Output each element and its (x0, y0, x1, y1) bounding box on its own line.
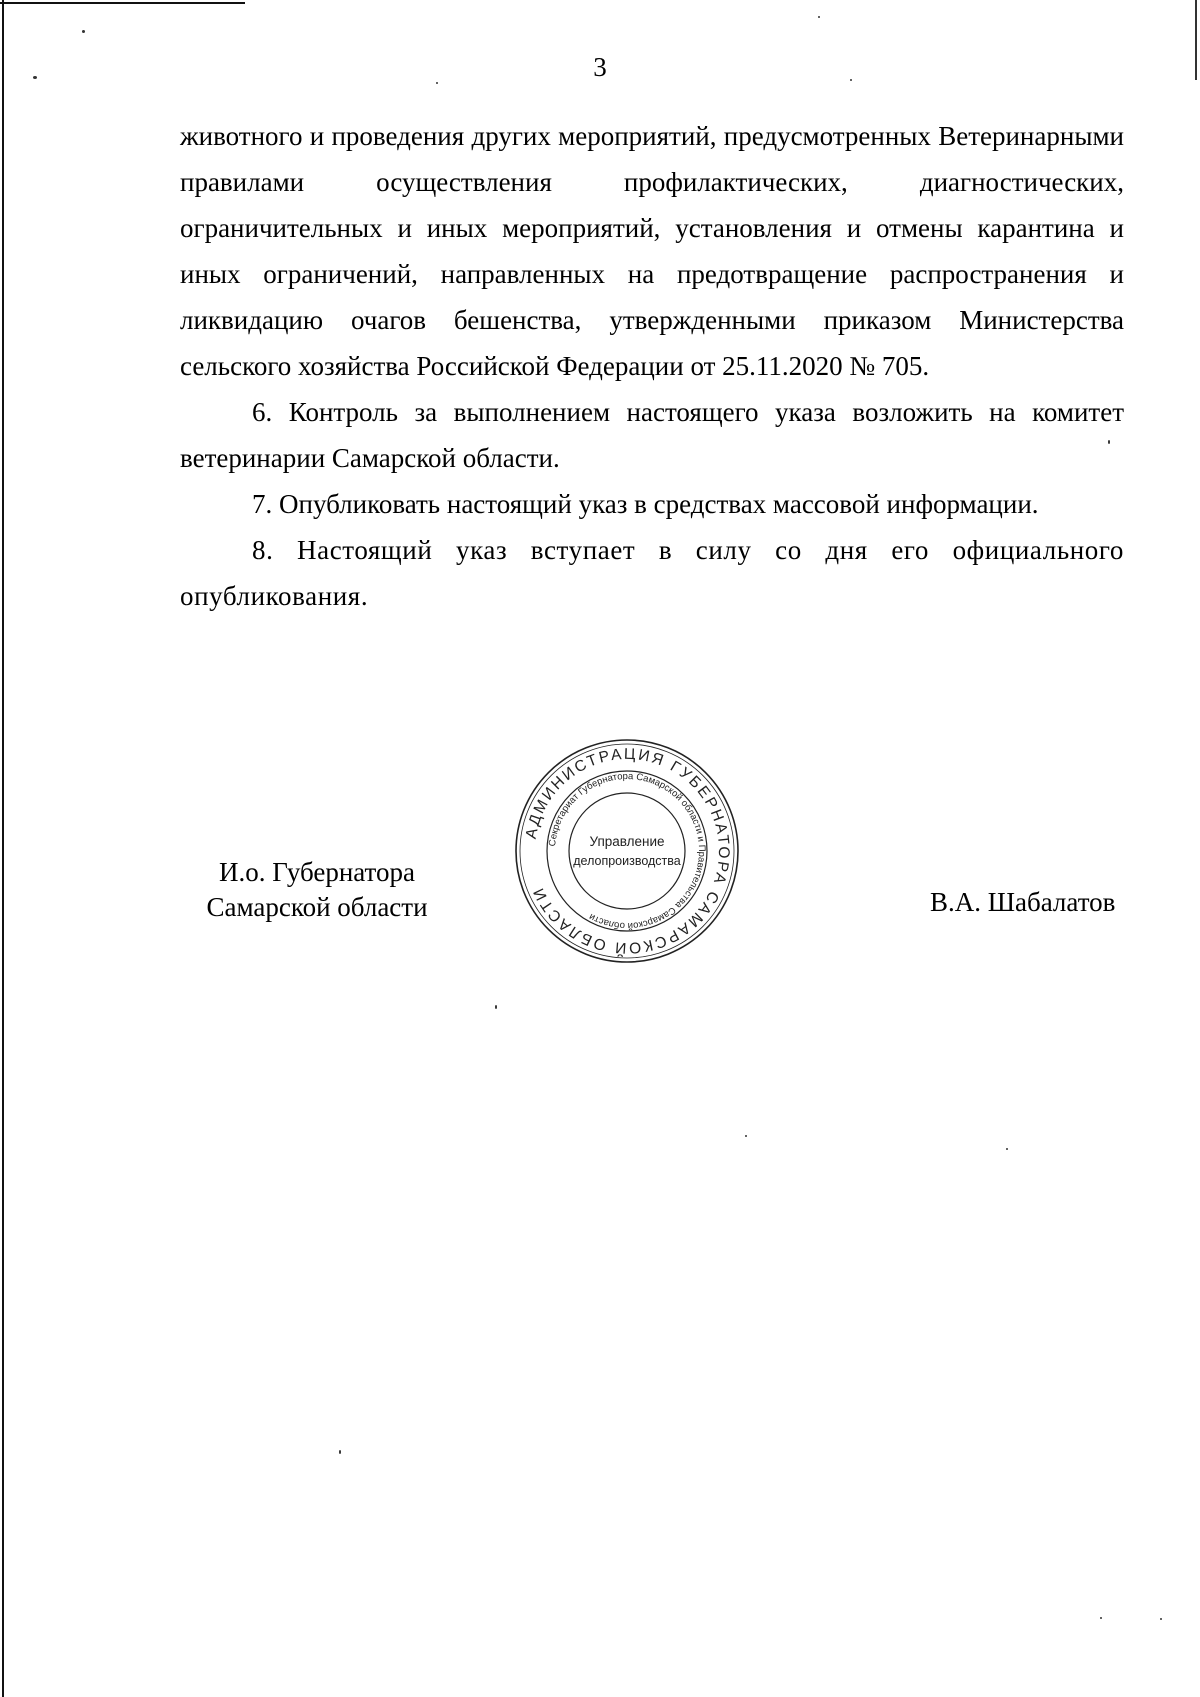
scan-speck (436, 82, 438, 84)
signatory-position-line1: И.о. Губернатора (218, 857, 415, 887)
stamp-outer-text: АДМИНИСТРАЦИЯ ГУБЕРНАТОРА САМАРСКОЙ ОБЛАСТИ (522, 745, 733, 957)
scan-speck (33, 76, 37, 79)
scan-speck (82, 30, 85, 33)
scan-edge-top (0, 2, 245, 4)
item-6-paragraph: 6. Контроль за выполнением настоящего указа возложить на комитет ветеринарии Самарской области. (180, 397, 1124, 473)
stamp-inner-ring (569, 793, 685, 909)
page-number: 3 (593, 52, 607, 82)
scan-speck (495, 1005, 497, 1009)
scan-speck (1160, 1618, 1162, 1620)
stamp-center-line2: делопроизводства (573, 854, 681, 868)
signatory-name: В.А. Шабалатов (930, 887, 1116, 917)
official-stamp (512, 736, 742, 966)
signatory-position-line2: Самарской области (206, 892, 428, 922)
scan-speck (850, 79, 852, 81)
scan-speck (745, 1135, 747, 1137)
continuation-paragraph: животного и проведения других мероприятий, предусмотренных Ветеринарными правилами осуществления профилактических, диагностических, ограничительных и иных мероприятий, установления и отмены карантина и иных ограничений, направленных на предотвращение распространения и ликвидацию очагов бешенства, утвержденными приказом Министерства сельского хозяйства Российской Федерации от 25.11.2020 № 705. (180, 121, 1124, 381)
scan-edge-left (2, 0, 4, 1697)
scan-speck (339, 1450, 341, 1454)
document-body (180, 113, 1124, 619)
signatory-position (192, 855, 442, 925)
scan-speck (818, 16, 820, 18)
item-8-paragraph: 8. Настоящий указ вступает в силу со дня его официального опубликования. (180, 535, 1124, 611)
scan-speck (1006, 1148, 1008, 1150)
stamp-middle-text: Секретариат Губернатора Самарской области и Правительства Самарской области (547, 770, 708, 932)
item-7-paragraph: 7. Опубликовать настоящий указ в средствах массовой информации. (252, 489, 1039, 519)
scan-speck (1100, 1617, 1102, 1619)
scan-speck (1108, 440, 1110, 444)
stamp-center-line1: Управление (589, 834, 665, 849)
